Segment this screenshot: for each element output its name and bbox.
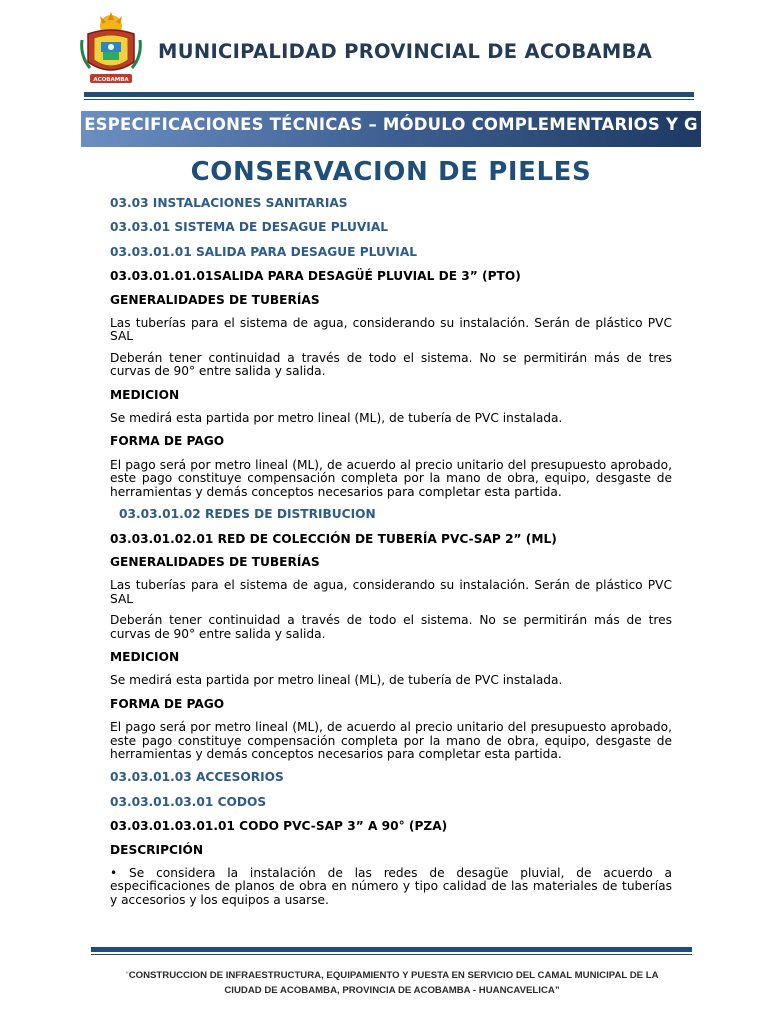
subheading: FORMA DE PAGO: [110, 696, 225, 711]
footer-line-1-text: CONSTRUCCION DE INFRAESTRUCTURA, EQUIPAMIENTO Y PUESTA EN SERVICIO DEL CAMAL MUNICIPAL DE LA: [128, 970, 659, 981]
section-heading: 03.03 INSTALACIONES SANITARIAS: [110, 196, 348, 210]
paragraph: Las tuberías para el sistema de agua, considerando su instalación. Serán de plástico PVC SAL: [110, 578, 672, 606]
footer-open-quote: “: [125, 970, 129, 981]
item-heading: 03.03.01.01.01SALIDA PARA DESAGÜÉ PLUVIAL DE 3” (PTO): [110, 269, 521, 284]
document-body: [110, 197, 672, 907]
bullet-text: Se considera la instalación de las redes de desagüe pluvial, de acuerdo a especificaciones de planos de obra en número y tipo calidad de las materiales de tuberías y accesorios y los equipos a usarse.: [110, 866, 672, 907]
bullet-paragraph: [110, 867, 672, 907]
footer-line-2: CIUDAD DE ACOBAMBA, PROVINCIA DE ACOBAMBA - HUANCAVELICA”: [224, 985, 560, 996]
paragraph: Deberán tener continuidad a través de todo el sistema. No se permitirán más de tres curvas de 90° entre salida y salida.: [110, 613, 672, 641]
footer-divider-thin: [91, 954, 692, 955]
paragraph: El pago será por metro lineal (ML), de acuerdo al precio unitario del presupuesto aprobado, este pago constituye compensación completa por la mano de obra, equipo, desgaste de herramientas y demás conceptos necesarios para completar esta partida.: [110, 720, 672, 761]
section-heading: 03.03.01.02 REDES DE DISTRIBUCION: [119, 507, 376, 522]
subheading: GENERALIDADES DE TUBERÍAS: [110, 554, 320, 569]
subheading: MEDICION: [110, 387, 180, 402]
item-heading: 03.03.01.02.01 RED DE COLECCIÓN DE TUBERÍA PVC-SAP 2” (ML): [110, 531, 557, 546]
section-heading: 03.03.01.01 SALIDA PARA DESAGUE PLUVIAL: [110, 244, 418, 259]
subheading: MEDICION: [110, 649, 180, 664]
banner-text: ESPECIFICACIONES TÉCNICAS – MÓDULO COMPLEMENTARIOS Y G: [84, 115, 698, 134]
subheading: GENERALIDADES DE TUBERÍAS: [110, 292, 320, 307]
subheading: DESCRIPCIÓN: [110, 842, 204, 857]
paragraph: Las tuberías para el sistema de agua, considerando su instalación. Serán de plástico PVC SAL: [110, 316, 672, 344]
paragraph: El pago será por metro lineal (ML), de acuerdo al precio unitario del presupuesto aprobado, este pago constituye compensación completa por la mano de obra, equipo, desgaste de herramientas y demás conceptos necesarios para completar esta partida.: [110, 457, 672, 499]
municipality-title: MUNICIPALIDAD PROVINCIAL DE ACOBAMBA: [158, 40, 653, 63]
logo-label: ACOBAMBA: [93, 77, 129, 83]
section-heading: 03.03.01.03 ACCESORIOS: [110, 770, 284, 785]
paragraph: Deberán tener continuidad a través de todo el sistema. No se permitirán más de tres curvas de 90° entre salida y salida.: [110, 350, 672, 379]
item-heading: 03.03.01.03.01.01 CODO PVC-SAP 3” A 90° (PZA): [110, 819, 448, 834]
paragraph: Se medirá esta partida por metro lineal (ML), de tubería de PVC instalada.: [110, 411, 563, 426]
paragraph: Se medirá esta partida por metro lineal (ML), de tubería de PVC instalada.: [110, 673, 563, 688]
document-title: CONSERVACION DE PIELES: [190, 157, 592, 187]
subheading: FORMA DE PAGO: [110, 434, 225, 449]
header-divider: [84, 92, 694, 97]
section-banner: [81, 111, 701, 147]
section-heading: 03.03.01 SISTEMA DE DESAGUE PLUVIAL: [110, 220, 389, 235]
project-footer: [90, 968, 694, 998]
header-divider-thin: [84, 99, 694, 100]
municipal-coat-of-arms-logo: [78, 12, 144, 90]
footer-line-1: [90, 968, 694, 983]
footer-divider: [91, 947, 692, 952]
bullet-icon: •: [110, 866, 130, 880]
section-heading: 03.03.01.03.01 CODOS: [110, 794, 267, 809]
